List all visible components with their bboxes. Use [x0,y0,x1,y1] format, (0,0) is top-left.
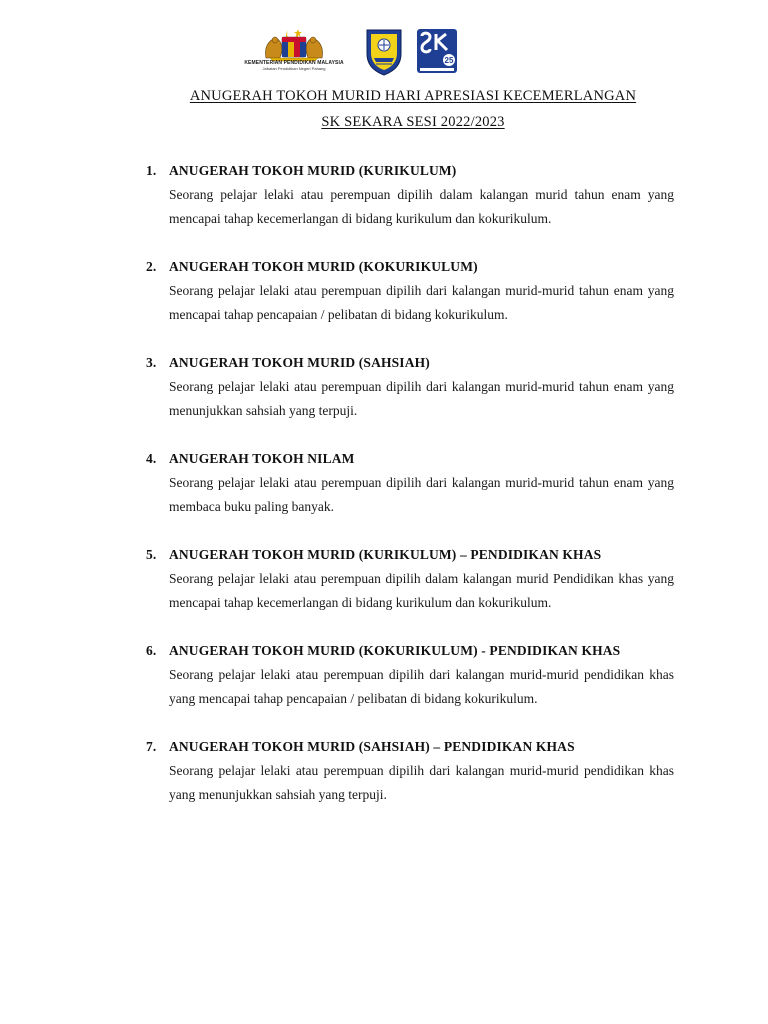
award-description: Seorang pelajar lelaki atau perempuan dipilih dari kalangan murid-murid tahun enam yang menunjukkan sahsiah yang terpuji. [169,379,674,418]
sk-badge-icon [416,28,458,76]
award-heading [146,354,674,372]
award-number: 4. [146,451,157,466]
award-item-3 [146,354,674,423]
award-title: ANUGERAH TOKOH MURID (KOKURIKULUM) - PENDIDIKAN KHAS [169,643,621,658]
award-item-2 [146,258,674,327]
award-item-4 [146,450,674,519]
coat-of-arms-icon [230,28,358,62]
award-description: Seorang pelajar lelaki atau perempuan dipilih dari kalangan murid-murid tahun enam yang mencapai tahap pencapaian / pelibatan di bidang kokurikulum. [169,283,674,322]
award-item-6 [146,642,674,711]
award-heading [146,162,674,180]
award-title: ANUGERAH TOKOH MURID (SAHSIAH) [169,355,430,370]
award-number: 1. [146,163,157,178]
award-description: Seorang pelajar lelaki atau perempuan dipilih dari kalangan murid-murid pendidikan khas yang menunjukkan sahsiah yang terpuji. [169,763,674,802]
kpm-caption-line2: Jabatan Pendidikan Negeri Pahang [262,66,326,71]
award-number: 7. [146,739,157,754]
award-heading [146,258,674,276]
page-title-line2: SK SEKARA SESI 2022/2023 [321,114,505,130]
award-description: Seorang pelajar lelaki atau perempuan dipilih dari kalangan murid-murid pendidikan khas yang mencapai tahap pencapaian / pelibatan di bidang kokurikulum. [169,667,674,706]
sk-sekara-logo [416,28,458,76]
award-title: ANUGERAH TOKOH MURID (KOKURIKULUM) [169,259,478,274]
award-heading [146,642,674,660]
sk-badge-number: 25 [444,56,454,65]
award-title: ANUGERAH TOKOH MURID (SAHSIAH) – PENDIDIKAN KHAS [169,739,575,754]
award-list [146,162,674,834]
award-title: ANUGERAH TOKOH MURID (KURIKULUM) [169,163,457,178]
school-crest-icon [364,28,404,76]
award-title: ANUGERAH TOKOH NILAM [169,451,355,466]
award-item-5 [146,546,674,615]
award-heading [146,738,674,756]
award-heading [146,450,674,468]
award-description: Seorang pelajar lelaki atau perempuan dipilih dari kalangan murid-murid tahun enam yang membaca buku paling banyak. [169,475,674,514]
header-logos [230,28,470,78]
award-number: 6. [146,643,157,658]
award-heading [146,546,674,564]
page-title-line1: ANUGERAH TOKOH MURID HARI APRESIASI KECEMERLANGAN [189,88,637,104]
award-item-7 [146,738,674,807]
kpm-logo [230,28,358,78]
award-title: ANUGERAH TOKOH MURID (KURIKULUM) – PENDIDIKAN KHAS [169,547,602,562]
school-crest-logo [364,28,404,76]
kpm-caption [230,61,358,71]
award-description: Seorang pelajar lelaki atau perempuan dipilih dalam kalangan murid Pendidikan khas yang mencapai tahap kecemerlangan di bidang kurikulum dan kokurikulum. [169,571,674,610]
award-number: 3. [146,355,157,370]
award-number: 2. [146,259,157,274]
award-item-1 [146,162,674,231]
award-number: 5. [146,547,157,562]
award-description: Seorang pelajar lelaki atau perempuan dipilih dalam kalangan murid tahun enam yang mencapai tahap kecemerlangan di bidang kurikulum dan kokurikulum. [169,187,674,226]
kpm-caption-line1: KEMENTERIAN PENDIDIKAN MALAYSIA [244,60,344,66]
